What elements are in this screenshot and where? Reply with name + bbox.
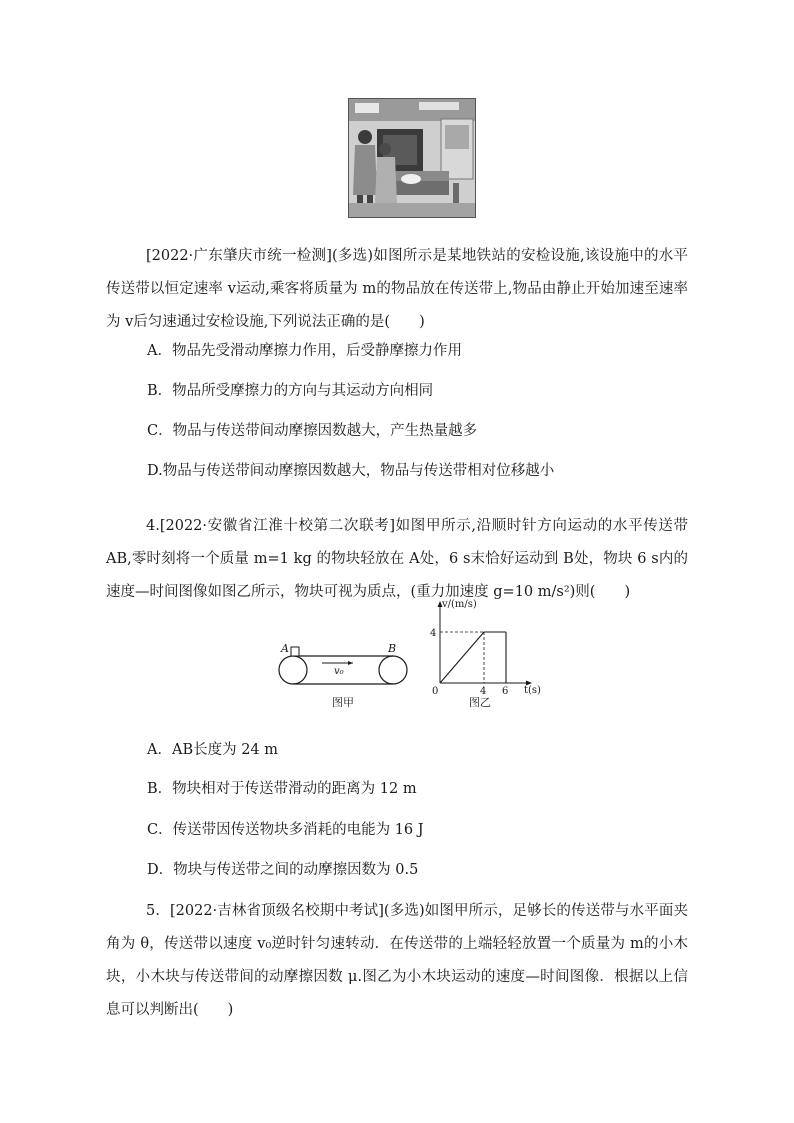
x-tick-4: 4 (480, 686, 487, 697)
security-check-photo (348, 98, 476, 218)
question-4-figure (270, 596, 560, 712)
vt-line-accelerate (440, 632, 484, 683)
vt-graph (430, 599, 541, 709)
question-4-stem: 4.[2022·安徽省江淮十校第二次联考]如图甲所示,沿顺时针方向运动的水平传送带 AB,零时刻将一个质量 m=1 kg 的物块轻放在 A处，6 s末恰好运动到 B处，物块 6 s内的速度—时间图像如图乙所示，物块可视为质点，(重力加速度 g=10 m/s²)则( ) (106, 518, 688, 600)
question-3-option-c: C．物品与传送带间动摩擦因数越大，产生热量越多 (147, 423, 478, 439)
y-axis-label: v/(m/s) (442, 599, 477, 610)
question-3-option-a: A．物品先受滑动摩擦力作用，后受静摩擦力作用 (147, 343, 462, 359)
origin-label: 0 (432, 686, 439, 697)
question-3-option-b: B．物品所受摩擦力的方向与其运动方向相同 (147, 383, 434, 399)
question-4-option-a: A．AB长度为 24 m (147, 742, 279, 758)
block (291, 647, 299, 656)
question-4-option-d: D．物块与传送带之间的动摩擦因数为 0.5 (147, 862, 419, 878)
question-3-stem: [2022·广东肇庆市统一检测](多选)如图所示是某地铁站的安检设施,该设施中的水平传送带以恒定速率 v运动,乘客将质量为 m的物品放在传送带上,物品由静止开始加速至速率为 v后匀速通过安检设施,下列说法正确的是( ) (106, 248, 688, 330)
x-axis-label: t(s) (524, 685, 541, 696)
question-3-option-d: D.物品与传送带间动摩擦因数越大，物品与传送带相对位移越小 (147, 463, 555, 479)
question-4-option-b: B．物块相对于传送带滑动的距离为 12 m (147, 781, 417, 797)
conveyor-belt-diagram (279, 642, 407, 709)
caption-left: 图甲 (332, 696, 354, 709)
y-tick-4: 4 (430, 628, 437, 639)
belt-velocity-label: v₀ (334, 666, 344, 677)
question-5-stem: 5．[2022·吉林省顶级名校期中考试](多选)如图甲所示，足够长的传送带与水平面夹角为 θ，传送带以速度 v₀逆时针匀速转动．在传送带的上端轻轻放置一个质量为 m的小木块，小木块与传送带间的动摩擦因数 μ.图乙为小木块运动的速度—时间图像．根据以上信息可以判断出( ) (106, 903, 688, 1018)
x-tick-6: 6 (502, 686, 509, 697)
label-b: B (388, 642, 397, 655)
caption-right: 图乙 (469, 696, 491, 709)
label-a: A (281, 642, 289, 655)
question-4-option-c: C．传送带因传送物块多消耗的电能为 16 J (147, 822, 424, 838)
